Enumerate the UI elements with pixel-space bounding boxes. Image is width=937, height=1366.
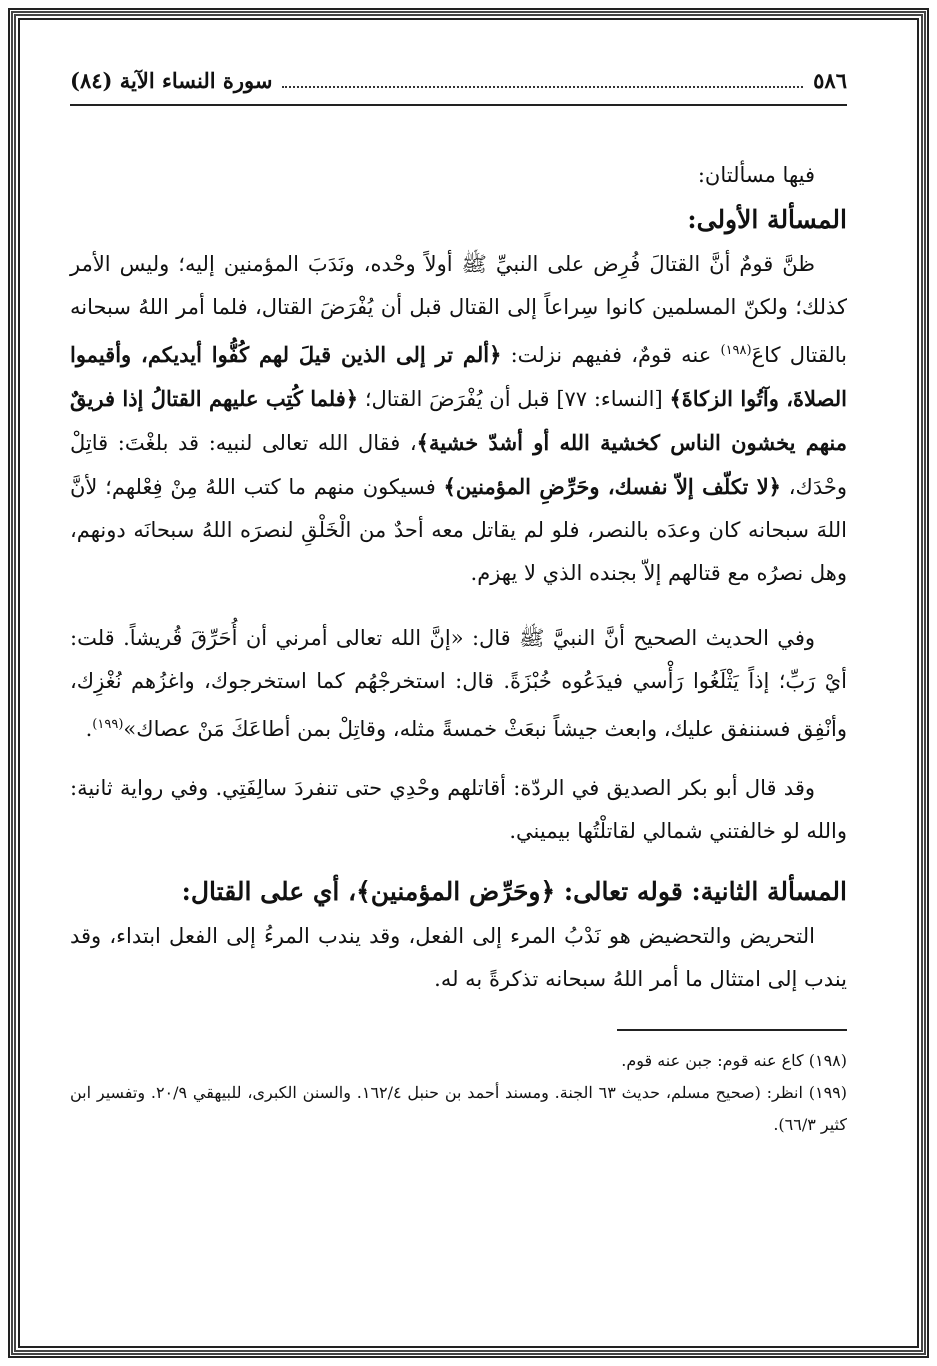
issue-1-paragraph-2 — [70, 617, 847, 751]
footnote-ref-198: (١٩٨) — [720, 343, 752, 358]
footnote-text: انظر: (صحيح مسلم، حديث ٦٣ الجنة. ومسند أحمد بن حنبل ١٦٢/٤. والسنن الكبرى، للبيهقي ٢٠/٩. وتفسير ابن كثير ٦٦/٣). — [70, 1083, 847, 1134]
issue-1-paragraph-1 — [70, 243, 847, 595]
text-run: [النساء: ٧٧] قبل أن يُفْرَضَ القتال؛ — [358, 387, 670, 411]
text-run: ، فقال الله تعالى لنبيه: قد بلغْتَ: قاتِلْ وحْدَك، — [70, 431, 847, 499]
intro-line: فيها مسألتان: — [697, 163, 815, 187]
footnote-separator — [617, 1029, 847, 1031]
footnote-198 — [70, 1045, 847, 1077]
issue-2-paragraph-1: التحريض والتحضيض هو نَدْبُ المرء إلى الفعل، وقد يندب المرءُ إلى الفعل ابتداء، وقد يندب إلى امتثال ما أمر اللهُ سبحانه تذكرةً به له. — [70, 924, 847, 991]
quran-verse: ﴿وحَرِّض المؤمنين﴾ — [356, 877, 556, 906]
running-header — [70, 60, 847, 106]
header-title: سورة النساء الآية (٨٤) — [70, 67, 273, 93]
footnote-199 — [70, 1077, 847, 1141]
footnote-number: (١٩٩) — [808, 1083, 847, 1102]
quran-verse: ﴿فلما كُتِب عليهم القتالُ إذا فريقٌ منهم يخشون الناس كخشية الله أو أشدّ خشية﴾ — [70, 386, 847, 455]
text-run: . — [85, 717, 93, 741]
quran-verse: ﴿ألم تر إلى الذين قيلَ لهم كُفُّوا أيديكم، وأقيموا الصلاةَ، وآتُوا الزكاةَ﴾ — [70, 342, 847, 411]
header-dot-leader — [282, 72, 803, 88]
footnote-ref-199: (١٩٩) — [92, 717, 124, 732]
text-run: عنه قومٌ، ففيهم نزلت: — [501, 343, 721, 367]
footnote-text: كاع عنه قوم: جبن عنه قوم. — [621, 1051, 804, 1070]
quran-verse: ﴿لا تكلّف إلاّ نفسك، وحَرِّضِ المؤمنين﴾ — [443, 474, 781, 499]
issue-1-paragraph-3: وقد قال أبو بكر الصديق في الردّة: أقاتلهم وحْدِي حتى تنفردَ سالِفَتِي. وفي رواية ثانية: والله لو خالفتني شمالي لقاتلْتُها بيميني. — [70, 776, 847, 843]
heading-text: ، أي على القتال: — [181, 877, 357, 906]
text-run: فسيكون منهم ما كتب اللهُ مِنْ فِعْلهم؛ لأنَّ اللهَ سبحانه كان وعدَه بالنصر، فلو لم يقاتل معه أحدٌ من الْخَلْقِ لنصرَه اللهُ سبحانَه دونهم، وهل نصرُه مع قتالهم إلاّ بجنده الذي لا يهزم. — [70, 475, 847, 585]
book-page — [70, 60, 847, 1141]
text-run: وفي الحديث الصحيح أنَّ النبيَّ ﷺ قال: «إنَّ الله تعالى أمرني أن أُحَرِّقَ قُريشاً. قلت: أيْ رَبِّ؛ إذاً يَثْلَغُوا رَأْسي فيدَعُوه خُبْزَةً. قال: استخرجْهُم كما استخرجوك، واغزُهم نُغْزِك، وأنْفِق فسننفق عليك، وابعث جيشاً نبعَثْ خمسةً مثله، وقاتِلْ بمن أطاعَكَ مَنْ عصاك» — [70, 626, 847, 741]
page-number: ٥٨٦ — [813, 67, 847, 93]
issue-2-heading — [70, 869, 847, 915]
footnote-number: (١٩٨) — [808, 1051, 847, 1070]
heading-text: المسألة الثانية: قوله تعالى: — [555, 877, 847, 906]
text-run: ظنَّ قومٌ أنَّ القتالَ فُرِض على النبيِّ ﷺ أولاً وحْده، ونَدَبَ المؤمنين إليه؛ وليس الأمر كذلك؛ ولكنّ المسلمين كانوا سِراعاً إلى القتال قبل أن يُفْرَضَ القتال، فلما أمر اللهُ سبحانه بالقتال كاعَ — [70, 252, 848, 367]
issue-1-heading: المسألة الأولى: — [687, 205, 847, 234]
